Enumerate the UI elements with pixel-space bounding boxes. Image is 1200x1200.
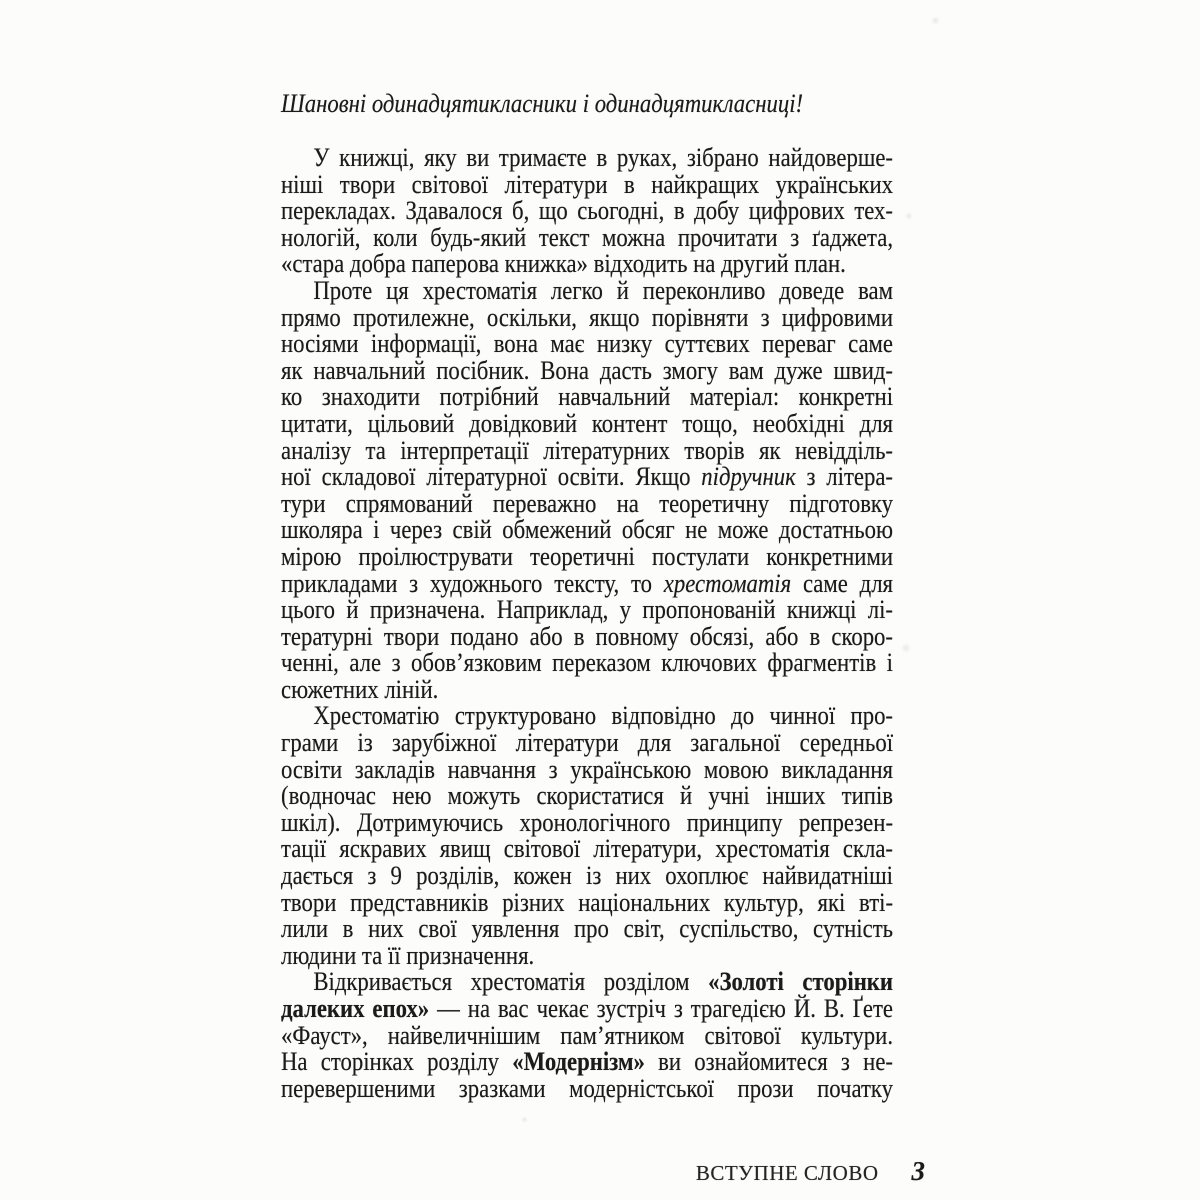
text-line bbox=[281, 541, 894, 571]
text-line bbox=[281, 384, 893, 411]
text-segment: ної складової літературної освіти. Якщо bbox=[281, 462, 702, 492]
paragraph bbox=[281, 275, 894, 704]
text-segment: шкіл). Дотримуючись хронологічного принципу репрезен- bbox=[281, 807, 894, 837]
scan-speck bbox=[901, 643, 911, 653]
text-segment: підручник bbox=[701, 462, 796, 492]
text-segment: з літера- bbox=[795, 462, 894, 492]
text-segment: ви ознайомитеся з не- bbox=[644, 1047, 894, 1077]
text-segment: ніші твори світової літератури в найкращих українських bbox=[281, 169, 894, 199]
text-segment: людини та її призначення. bbox=[281, 940, 535, 970]
text-segment: перевершеними зразками модерністської прози початку bbox=[281, 1073, 894, 1103]
text-segment: як навчальний посібник. Вона дасть змогу вам дуже швид- bbox=[281, 355, 894, 385]
text-line bbox=[281, 754, 894, 784]
text-line bbox=[281, 222, 894, 252]
paragraph bbox=[281, 969, 893, 1102]
text-line bbox=[281, 940, 893, 970]
text-segment: (водночас нею можуть скористатися й учні інших типів bbox=[281, 781, 894, 811]
text-line bbox=[281, 488, 894, 518]
text-segment: ко знаходити потрібний навчальний матеріал: конкретні bbox=[281, 382, 894, 412]
text-segment: — на вас чекає зустріч з трагедією Й. В. Ґете bbox=[429, 994, 894, 1023]
text-line bbox=[281, 730, 893, 757]
text-line bbox=[281, 145, 893, 172]
text-segment: цього й призначена. Наприклад, у пропонованій книжці лі- bbox=[281, 595, 894, 625]
paragraphs bbox=[281, 145, 893, 1102]
text-line bbox=[281, 597, 893, 624]
scan-speck bbox=[931, 16, 940, 25]
text-segment: школяра і через свій обмежений обсяг не може достатньою bbox=[281, 515, 894, 545]
text-segment: лили в них свої уявлення про світ, суспільство, сутність bbox=[281, 914, 894, 944]
text-segment: тації яскравих явищ світової літератури, хрестоматія скла- bbox=[281, 834, 894, 864]
text-segment: носіями інформації, вона має низку суттєвих переваг саме bbox=[281, 329, 894, 359]
text-line bbox=[281, 863, 893, 890]
text-segment: тературні твори подано або в повному обсязі, або в скоро- bbox=[281, 621, 894, 651]
page-number: 3 bbox=[911, 1156, 925, 1186]
text-line bbox=[281, 674, 893, 704]
text-segment: хрестоматія bbox=[663, 568, 792, 598]
paragraph bbox=[281, 145, 893, 278]
text-line bbox=[281, 1020, 894, 1050]
text-segment: перекладах. Здавалося б, що сьогодні, в добу цифрових тех- bbox=[281, 196, 894, 226]
text-line bbox=[281, 836, 893, 863]
text-line bbox=[281, 1073, 894, 1103]
text-segment: аналізу та інтерпретації літературних творів як невідділь- bbox=[281, 435, 894, 465]
text-segment: У книжці, яку ви тримаєте в руках, зібрано найдоверше- bbox=[313, 143, 894, 172]
text-segment: цитати, цільовий довідковий контент тощо, необхідні для bbox=[281, 408, 894, 438]
salutation-heading: Шановні одинадцятикласники і одинадцятикласниці! bbox=[281, 89, 804, 118]
text-segment: ченні, але з обов’язковим переказом ключових фрагментів і bbox=[281, 648, 894, 678]
text-line bbox=[281, 331, 893, 358]
text-line bbox=[281, 650, 893, 677]
text-line bbox=[281, 251, 893, 278]
text-segment: Хрестоматію структуровано відповідно до чинної про- bbox=[313, 701, 894, 731]
text-line bbox=[281, 517, 893, 544]
page-footer bbox=[696, 1156, 925, 1187]
text-segment: «стара добра паперова книжка» відходить на другий план. bbox=[281, 249, 846, 279]
paragraph bbox=[281, 703, 893, 969]
text-segment: мірою проілюструвати теоретичні постулати конкретними bbox=[281, 541, 894, 571]
text-segment: нологій, коли будь-який текст можна прочитати з ґаджета, bbox=[281, 222, 894, 252]
text-line bbox=[281, 703, 893, 730]
text-line bbox=[281, 1049, 893, 1076]
text-line bbox=[281, 169, 894, 199]
text-line bbox=[281, 435, 894, 465]
text-segment: грами із зарубіжної літератури для загальної середньої bbox=[281, 728, 894, 758]
text-line bbox=[281, 198, 893, 225]
text-line bbox=[281, 887, 894, 917]
text-line bbox=[281, 621, 894, 651]
text-line bbox=[281, 408, 894, 438]
text-segment: Відкривається хрестоматія розділом bbox=[313, 967, 709, 997]
text-segment: На сторінках розділу bbox=[281, 1047, 513, 1077]
text-segment: далеких епох» bbox=[281, 994, 430, 1023]
text-line bbox=[281, 783, 893, 810]
text-line bbox=[281, 568, 894, 598]
text-segment: саме для bbox=[791, 568, 894, 598]
text-segment: освіти закладів навчання з українською мовою викладання bbox=[281, 754, 894, 784]
text-line bbox=[281, 916, 893, 943]
text-line bbox=[281, 275, 894, 305]
text-block bbox=[281, 90, 893, 1102]
text-line bbox=[281, 969, 893, 996]
text-line bbox=[281, 464, 893, 491]
text-line bbox=[281, 807, 894, 837]
text-segment: твори представників різних національних культур, які вті- bbox=[281, 887, 894, 917]
text-segment: Проте ця хрестоматія легко й переконливо доведе вам bbox=[313, 275, 894, 305]
text-line bbox=[281, 355, 894, 385]
scan-speck bbox=[521, 1116, 528, 1123]
scan-speck bbox=[905, 212, 913, 220]
text-segment: тури спрямований переважно на теоретичну підготовку bbox=[281, 488, 894, 518]
text-segment: дається з 9 розділів, кожен із них охоплює найвидатніші bbox=[281, 861, 894, 891]
footer-section-title: ВСТУПНЕ СЛОВО bbox=[695, 1161, 879, 1185]
text-line bbox=[281, 302, 894, 332]
text-segment: прикладами з художнього тексту, то bbox=[281, 568, 664, 598]
text-segment: «Фауст», найвеличнішим пам’ятником світової культури. bbox=[281, 1020, 894, 1050]
text-segment: «Золоті сторінки bbox=[708, 967, 893, 997]
text-segment: «Модернізм» bbox=[512, 1047, 645, 1077]
text-segment: сюжетних ліній. bbox=[281, 674, 439, 704]
text-line bbox=[281, 996, 893, 1023]
text-segment: прямо протилежне, оскільки, якщо порівняти з цифровими bbox=[281, 302, 894, 332]
